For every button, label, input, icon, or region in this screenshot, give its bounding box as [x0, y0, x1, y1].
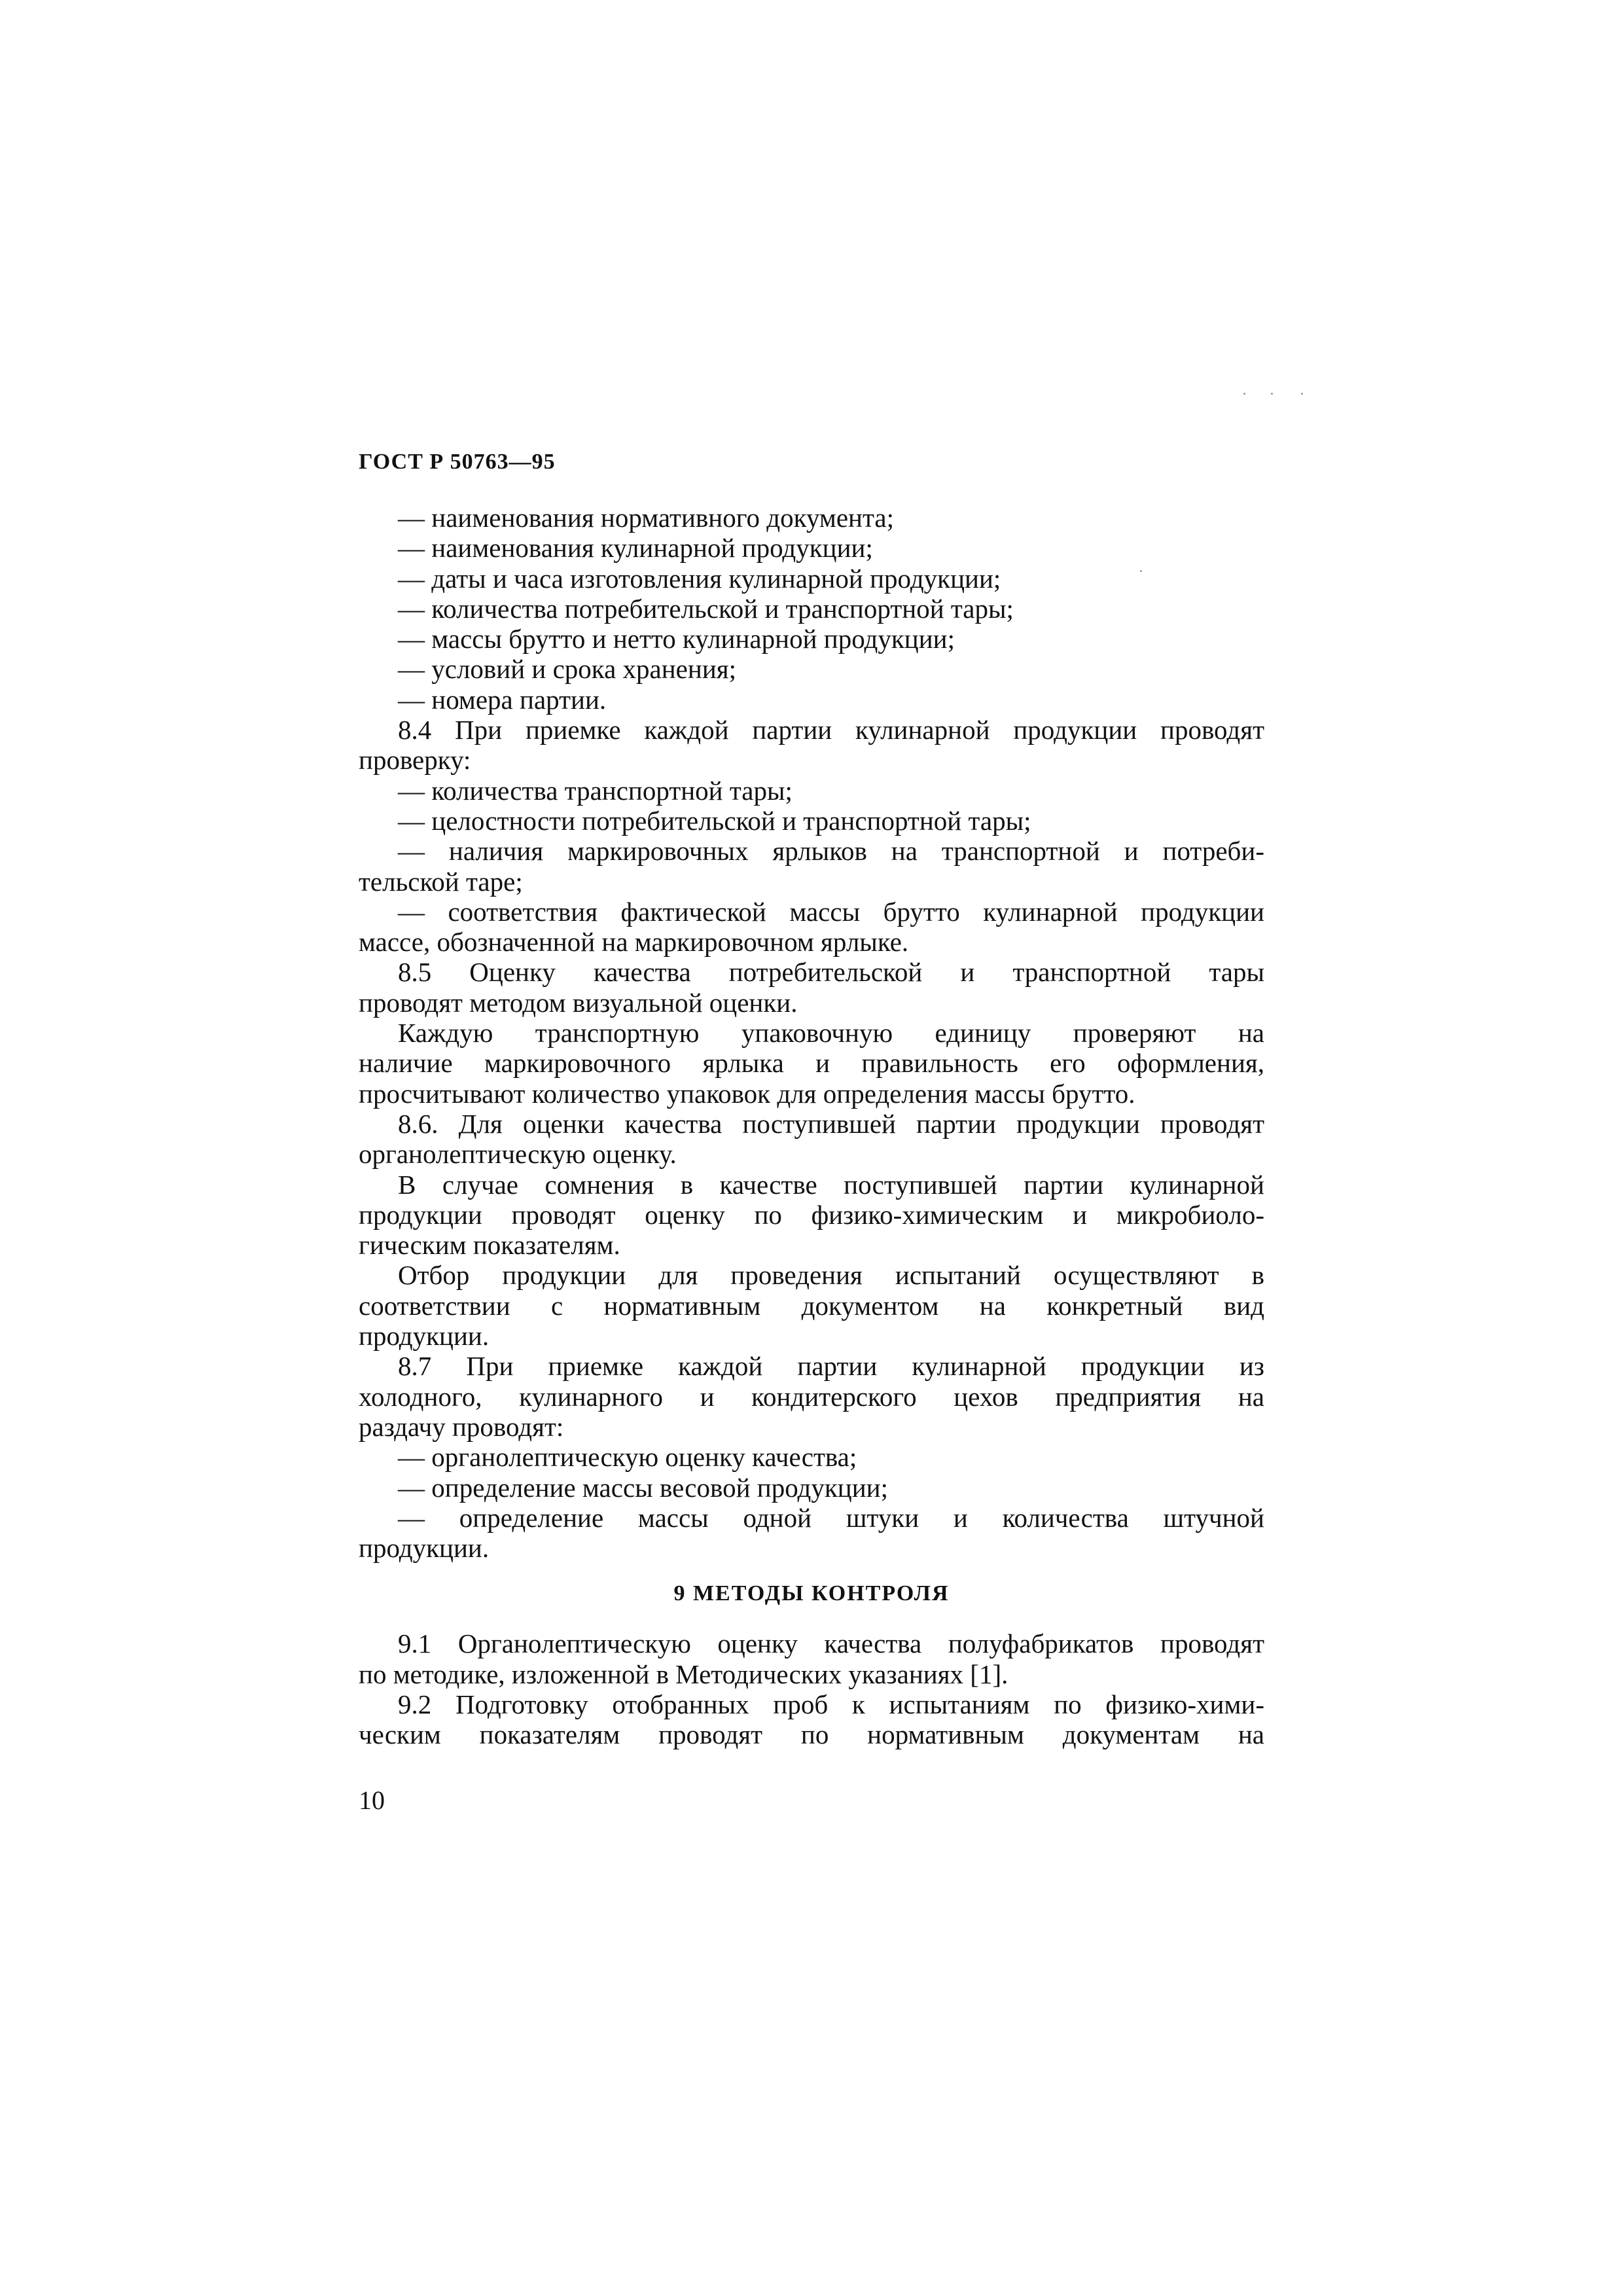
scan-speck	[1140, 570, 1142, 572]
text-line: ческим показателям проводят по нормативным документам на	[359, 1719, 1264, 1750]
text-line: — количества транспортной тары;	[398, 775, 793, 806]
text-line: продукции.	[359, 1533, 490, 1564]
text-line: раздачу проводят:	[359, 1411, 564, 1442]
text-line: холодного, кулинарного и кондитерского цехов предприятия на	[359, 1381, 1264, 1412]
text-line: по методике, изложенной в Методических указаниях [1].	[359, 1659, 1008, 1689]
text-line: органолептическую оценку.	[359, 1139, 677, 1170]
text-line: наличие маркировочного ярлыка и правильность его оформления,	[359, 1048, 1264, 1079]
page-number: 10	[359, 1785, 385, 1815]
scan-speck	[1243, 393, 1245, 395]
clause-9-2: 9.2 Подготовку отобранных проб к испытаниям по физико-хими-	[398, 1689, 1264, 1719]
document-body	[359, 503, 1264, 1750]
text-line: продукции проводят оценку по физико-химическим и микробиоло-	[359, 1199, 1264, 1230]
text-line: — количества потребительской и транспортной тары;	[398, 593, 1014, 624]
clause-8-6: 8.6. Для оценки качества поступившей партии продукции проводят	[398, 1108, 1264, 1139]
text-line: — целостности потребительской и транспортной тары;	[398, 805, 1031, 836]
scan-speck	[1301, 393, 1303, 395]
text-line: продукции.	[359, 1321, 490, 1352]
text-line: соответствии с нормативным документом на конкретный вид	[359, 1290, 1264, 1321]
text-line: — даты и часа изготовления кулинарной продукции;	[398, 563, 1001, 594]
clause-9-1: 9.1 Органолептическую оценку качества полуфабрикатов проводят	[398, 1628, 1264, 1659]
text-line: — определение массы одной штуки и количества штучной	[398, 1502, 1264, 1533]
clause-8-4: 8.4 При приемке каждой партии кулинарной продукции проводят	[398, 715, 1264, 745]
scan-speck	[1271, 393, 1273, 395]
text-line: Отбор продукции для проведения испытаний осуществляют в	[398, 1260, 1264, 1291]
text-line: — наименования кулинарной продукции;	[398, 533, 873, 564]
text-line: — определение массы весовой продукции;	[398, 1472, 889, 1503]
text-line: гическим показателям.	[359, 1230, 620, 1261]
text-line: тельской таре;	[359, 866, 523, 897]
text-line: — номера партии.	[398, 684, 607, 715]
document-code-header: ГОСТ Р 50763—95	[359, 450, 556, 474]
text-line: проверку:	[359, 745, 471, 776]
text-line: Каждую транспортную упаковочную единицу проверяют на	[398, 1018, 1264, 1049]
text-line: В случае сомнения в качестве поступившей партии кулинарной	[398, 1169, 1264, 1200]
text-line: проводят методом визуальной оценки.	[359, 987, 798, 1018]
text-line: — условий и срока хранения;	[398, 654, 737, 685]
text-line: — массы брутто и нетто кулинарной продукции;	[398, 624, 955, 655]
text-line: — наличия маркировочных ярлыков на транспортной и потреби-	[398, 836, 1264, 867]
text-line: — соответствия фактической массы брутто кулинарной продукции	[398, 896, 1264, 927]
text-line: просчитывают количество упаковок для определения массы брутто.	[359, 1078, 1135, 1109]
section-heading: 9 МЕТОДЫ КОНТРОЛЯ	[673, 1581, 950, 1606]
text-line: — наименования нормативного документа;	[398, 503, 894, 533]
clause-8-5: 8.5 Оценку качества потребительской и транспортной тары	[398, 957, 1264, 988]
clause-8-7: 8.7 При приемке каждой партии кулинарной продукции из	[398, 1351, 1264, 1382]
text-line: — органолептическую оценку качества;	[398, 1442, 857, 1473]
document-page	[359, 0, 1264, 2296]
text-line: массе, обозначенной на маркировочном ярлыке.	[359, 927, 909, 958]
